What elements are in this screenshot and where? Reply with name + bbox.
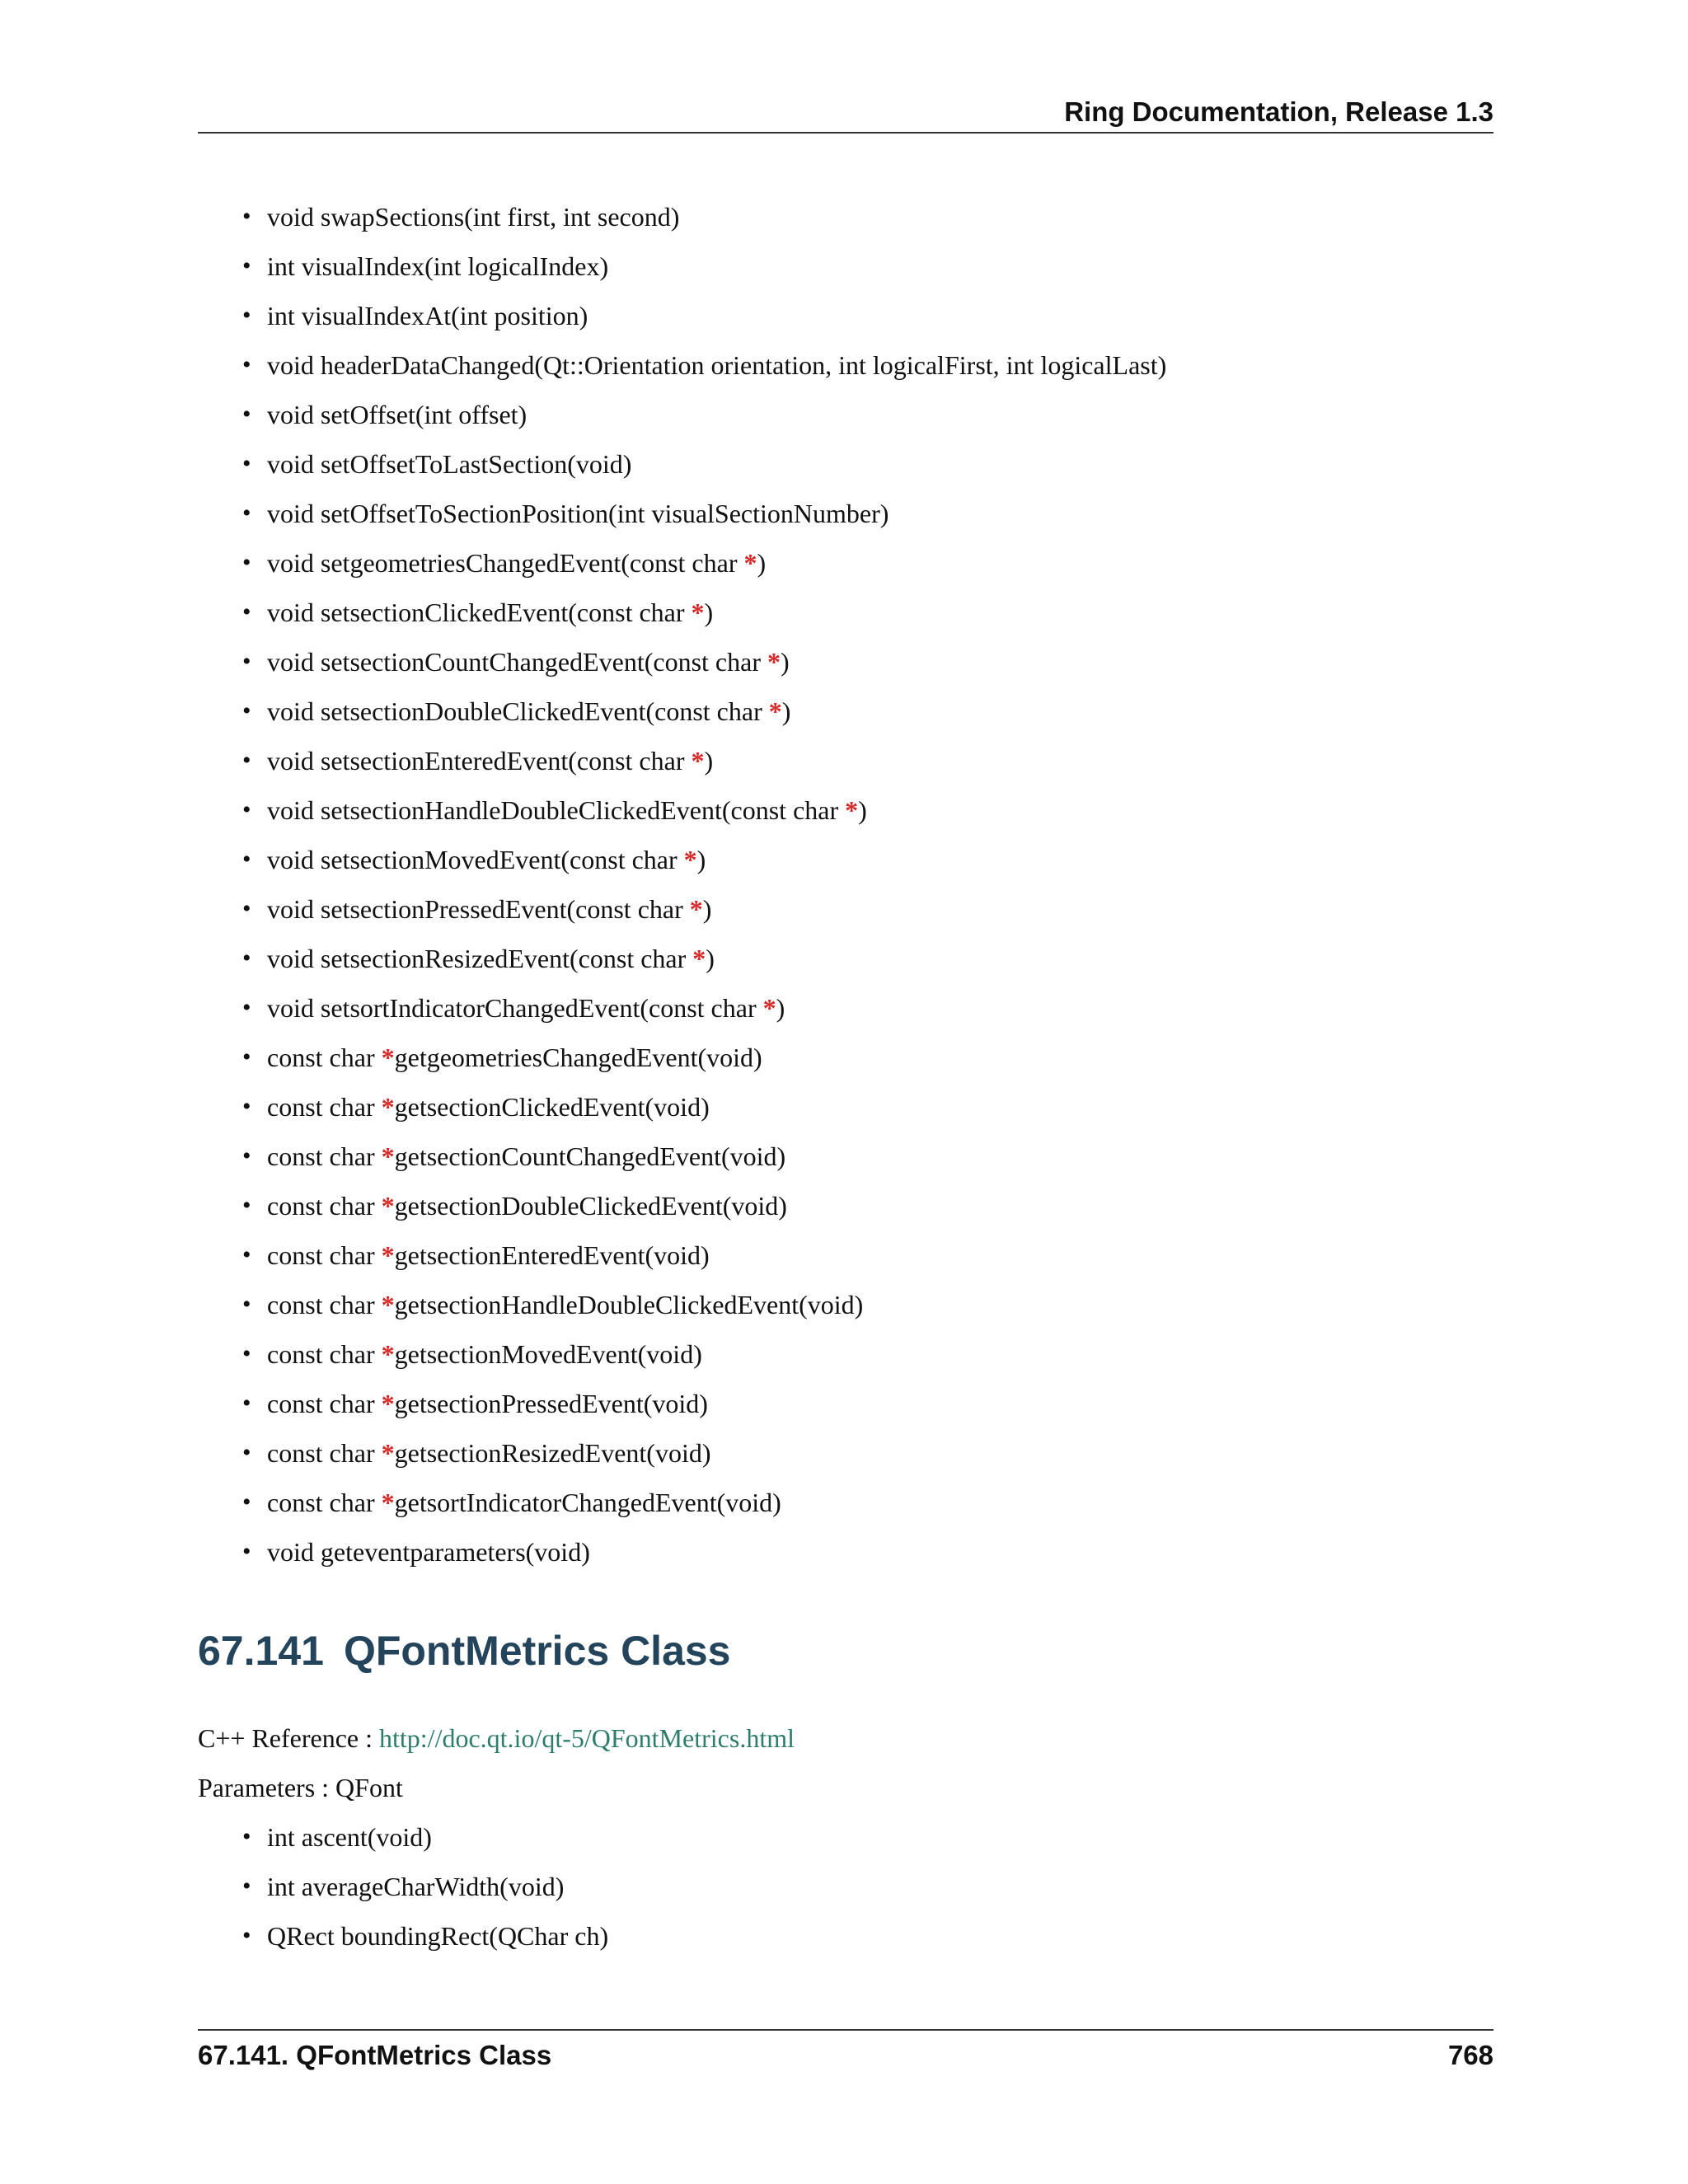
method-signature-text: void setsectionDoubleClickedEvent(const char: [267, 696, 769, 726]
pointer-star: *: [691, 598, 705, 627]
method-item: [198, 344, 1493, 393]
method-item: [198, 937, 1493, 987]
method-item: [198, 1432, 1493, 1481]
pointer-star: *: [692, 944, 706, 973]
method-signature-text: ): [757, 548, 767, 578]
method-signature-text: getsortIndicatorChangedEvent(void): [394, 1488, 781, 1517]
method-item: [198, 1036, 1493, 1085]
bullet-icon: •: [242, 252, 251, 279]
bullet-icon: •: [242, 1390, 251, 1417]
method-signature-text: void setsectionMovedEvent(const char: [267, 845, 684, 874]
pointer-star: *: [381, 1339, 395, 1369]
method-item: [198, 789, 1493, 838]
method-signature-text: const char: [267, 1191, 382, 1221]
section-body: [198, 1717, 1493, 1964]
document-title: Ring Documentation, Release 1.3: [1064, 96, 1493, 127]
bullet-icon: •: [242, 1291, 251, 1318]
method-signature-text: getsectionCountChangedEvent(void): [394, 1141, 786, 1171]
method-list: [198, 195, 1493, 1580]
method-item: [198, 195, 1493, 245]
footer-divider: [198, 2029, 1493, 2031]
method-item: [198, 1481, 1493, 1530]
bullet-icon: •: [242, 203, 251, 230]
bullet-icon: •: [242, 944, 251, 972]
method-item: [198, 1382, 1493, 1432]
method-item: [198, 1234, 1493, 1283]
bullet-icon: •: [242, 499, 251, 527]
method-signature-text: ): [704, 746, 714, 776]
bullet-icon: •: [242, 1093, 251, 1120]
pointer-star: *: [767, 647, 781, 677]
method-signature-text: ): [776, 993, 785, 1023]
bullet-icon: •: [242, 1823, 251, 1850]
method-item: [198, 987, 1493, 1036]
method-signature-text: const char: [267, 1141, 382, 1171]
pointer-star: *: [743, 548, 757, 578]
method-item: [198, 591, 1493, 640]
parameters-line: Parameters : QFont: [198, 1773, 403, 1802]
method-signature-text: getgeometriesChangedEvent(void): [394, 1043, 762, 1072]
pointer-star: *: [762, 993, 776, 1023]
method-signature-text: QRect boundingRect(QChar ch): [267, 1921, 609, 1951]
method-signature-text: void setsectionCountChangedEvent(const char: [267, 647, 767, 677]
method-item: [198, 294, 1493, 344]
method-signature-text: ): [704, 598, 714, 627]
page-footer: [198, 2035, 1493, 2076]
method-item: [198, 838, 1493, 888]
pointer-star: *: [381, 1092, 395, 1122]
bullet-icon: •: [242, 1872, 251, 1900]
pointer-star: *: [381, 1389, 395, 1418]
method-signature-text: void setOffsetToSectionPosition(int visualSectionNumber): [267, 499, 889, 528]
method-signature-text: ): [858, 795, 867, 825]
bullet-icon: •: [242, 796, 251, 823]
bullet-icon: •: [242, 1192, 251, 1219]
bullet-icon: •: [242, 549, 251, 576]
method-item: [198, 492, 1493, 541]
method-signature-text: getsectionClickedEvent(void): [394, 1092, 710, 1122]
section-number: 67.141: [198, 1628, 324, 1674]
method-signature-text: int averageCharWidth(void): [267, 1872, 565, 1901]
method-item: [198, 690, 1493, 739]
section-heading: [198, 1624, 731, 1678]
bullet-icon: •: [242, 1043, 251, 1071]
method-signature-text: void geteventparameters(void): [267, 1537, 590, 1567]
method-signature-text: void setsectionEnteredEvent(const char: [267, 746, 692, 776]
method-item: [198, 443, 1493, 492]
method-signature-text: void setgeometriesChangedEvent(const char: [267, 548, 744, 578]
bullet-icon: •: [242, 697, 251, 724]
bullet-icon: •: [242, 1538, 251, 1565]
section-title: QFontMetrics Class: [343, 1628, 731, 1674]
method-item: [198, 640, 1493, 690]
method-signature-text: getsectionEnteredEvent(void): [394, 1240, 710, 1270]
pointer-star: *: [381, 1240, 395, 1270]
method-signature-text: void headerDataChanged(Qt::Orientation orientation, int logicalFirst, int logicalLast): [267, 350, 1167, 380]
method-signature-text: const char: [267, 1092, 382, 1122]
bullet-icon: •: [242, 1439, 251, 1466]
pointer-star: *: [381, 1191, 395, 1221]
bullet-icon: •: [242, 994, 251, 1021]
cpp-reference-label: C++ Reference :: [198, 1723, 379, 1753]
method-signature-text: void setsectionHandleDoubleClickedEvent(const char: [267, 795, 846, 825]
bullet-icon: •: [242, 895, 251, 922]
method-signature-text: const char: [267, 1339, 382, 1369]
bullet-icon: •: [242, 401, 251, 428]
method-item: [198, 1816, 1493, 1865]
method-signature-text: void setsectionResizedEvent(const char: [267, 944, 693, 973]
method-signature-text: void setOffset(int offset): [267, 400, 528, 429]
footer-section-label: 67.141. QFontMetrics Class: [198, 2040, 552, 2070]
method-item: [198, 739, 1493, 789]
method-item: [198, 393, 1493, 443]
bullet-icon: •: [242, 598, 251, 626]
method-item: [198, 1530, 1493, 1580]
pointer-star: *: [691, 746, 705, 776]
method-signature-text: ): [781, 696, 791, 726]
method-item: [198, 541, 1493, 591]
method-list-container: [198, 195, 1493, 1580]
bullet-icon: •: [242, 302, 251, 329]
method-item: [198, 1135, 1493, 1184]
method-signature-text: ): [702, 894, 712, 924]
bullet-icon: •: [242, 1241, 251, 1268]
method-signature-text: int ascent(void): [267, 1822, 432, 1852]
bullet-icon: •: [242, 648, 251, 675]
pointer-star: *: [768, 696, 782, 726]
bullet-icon: •: [242, 747, 251, 774]
method-signature-text: const char: [267, 1488, 382, 1517]
method-signature-text: getsectionHandleDoubleClickedEvent(void): [394, 1290, 864, 1319]
section-method-list: [198, 1816, 1493, 1964]
method-signature-text: const char: [267, 1240, 382, 1270]
pointer-star: *: [381, 1141, 395, 1171]
method-signature-text: ): [780, 647, 790, 677]
method-signature-text: ): [696, 845, 706, 874]
method-signature-text: void swapSections(int first, int second): [267, 202, 680, 232]
method-item: [198, 1333, 1493, 1382]
cpp-reference-line: [198, 1717, 1493, 1766]
bullet-icon: •: [242, 846, 251, 873]
method-item: [198, 245, 1493, 294]
page-number: 768: [1447, 2040, 1493, 2070]
method-signature-text: void setsectionPressedEvent(const char: [267, 894, 690, 924]
method-item: [198, 1085, 1493, 1135]
method-signature-text: int visualIndex(int logicalIndex): [267, 251, 609, 281]
method-signature-text: void setOffsetToLastSection(void): [267, 449, 632, 479]
method-signature-text: void setsortIndicatorChangedEvent(const char: [267, 993, 763, 1023]
method-signature-text: getsectionPressedEvent(void): [394, 1389, 708, 1418]
method-item: [198, 1865, 1493, 1915]
method-signature-text: getsectionMovedEvent(void): [394, 1339, 702, 1369]
method-signature-text: getsectionDoubleClickedEvent(void): [394, 1191, 787, 1221]
pointer-star: *: [683, 845, 697, 874]
bullet-icon: •: [242, 1340, 251, 1367]
method-item: [198, 1283, 1493, 1333]
bullet-icon: •: [242, 1488, 251, 1516]
method-signature-text: const char: [267, 1389, 382, 1418]
method-signature-text: void setsectionClickedEvent(const char: [267, 598, 692, 627]
method-item: [198, 1184, 1493, 1234]
pointer-star: *: [381, 1043, 395, 1072]
pointer-star: *: [845, 795, 859, 825]
pointer-star: *: [381, 1488, 395, 1517]
method-signature-text: getsectionResizedEvent(void): [394, 1438, 711, 1468]
cpp-reference-link[interactable]: http://doc.qt.io/qt-5/QFontMetrics.html: [379, 1723, 795, 1753]
pointer-star: *: [381, 1290, 395, 1319]
pointer-star: *: [381, 1438, 395, 1468]
method-signature-text: const char: [267, 1043, 382, 1072]
pointer-star: *: [689, 894, 703, 924]
method-signature-text: ): [706, 944, 715, 973]
bullet-icon: •: [242, 450, 251, 477]
method-item: [198, 1915, 1493, 1964]
method-item: [198, 888, 1493, 937]
method-signature-text: int visualIndexAt(int position): [267, 301, 588, 330]
method-signature-text: const char: [267, 1290, 382, 1319]
method-signature-text: const char: [267, 1438, 382, 1468]
bullet-icon: •: [242, 1922, 251, 1949]
running-header: [198, 92, 1493, 134]
bullet-icon: •: [242, 351, 251, 378]
bullet-icon: •: [242, 1142, 251, 1169]
